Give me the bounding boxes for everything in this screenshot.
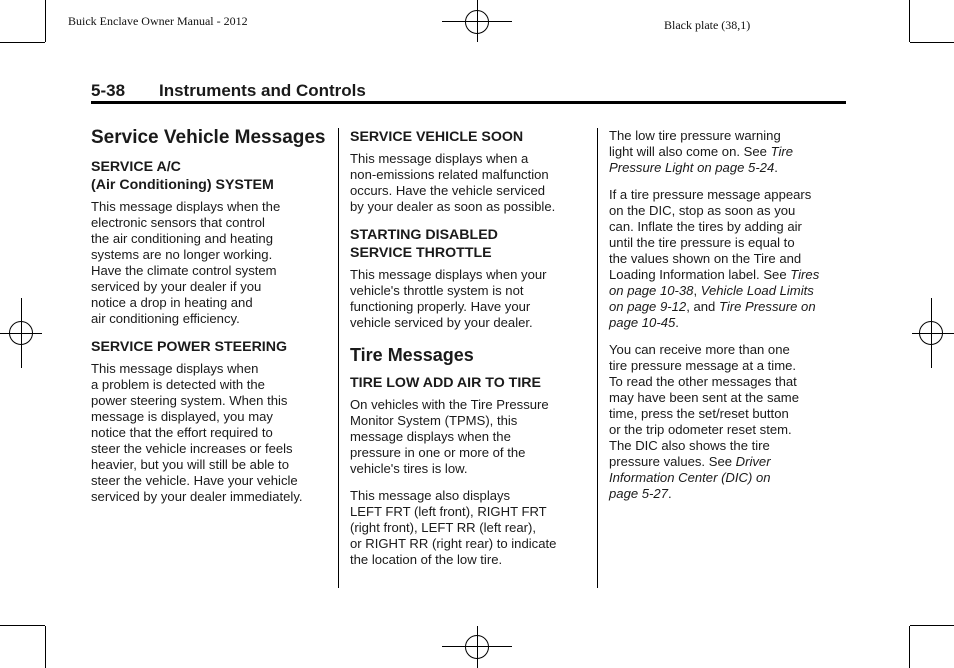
manual-title-header: Buick Enclave Owner Manual - 2012 (68, 14, 248, 28)
service-vehicle-soon-heading: SERVICE VEHICLE SOON (350, 129, 524, 145)
column-2 (350, 128, 586, 579)
starting-disabled-text: This message displays when your vehicle's throttle system is not functioning properly. Have your vehicle serviced by your dealer. (350, 267, 547, 330)
tire-low-text: On vehicles with the Tire Pressure Monitor System (TPMS), this message displays when the pressure in one or more of the vehicle's tires is low. (350, 397, 549, 476)
service-ac-heading: SERVICE A/C (Air Conditioning) SYSTEM (91, 159, 274, 193)
column-3 (609, 128, 845, 513)
inflate-tires-paragraph: If a tire pressure message appears on the DIC, stop as soon as you can. Inflate the tires by adding air until the tire pressure is equal to the values shown on the Tire and Loading Information label. See Tires on page 10-38, Vehicle Load Limits on page 9-12, and Tire Pressure on page 10-45. (609, 187, 820, 330)
multiple-messages-paragraph: You can receive more than one tire pressure message at a time. To read the other messages that may have been sent at the same time, press the set/reset button or the trip odometer reset stem. The DIC also shows the tire pressure values. See Driver Information Center (DIC) on page 5-27. (609, 342, 799, 501)
service-vehicle-messages-title: Service Vehicle Messages (91, 127, 326, 148)
crop-mark (909, 626, 910, 668)
crop-mark (910, 42, 954, 43)
column-divider (338, 128, 339, 588)
service-power-steering-heading: SERVICE POWER STEERING (91, 339, 288, 355)
tire-low-heading: TIRE LOW ADD AIR TO TIRE (350, 375, 541, 391)
warning-light-paragraph: The low tire pressure warning light will also come on. See Tire Pressure Light on page 5-24. (609, 128, 794, 175)
vehicle-load-limits-link[interactable]: Vehicle Load Limits on page 9-12 (609, 283, 814, 314)
crop-mark (0, 625, 45, 626)
starting-disabled-heading: STARTING DISABLED SERVICE THROTTLE (350, 227, 498, 261)
tire-pressure-light-link[interactable]: Tire Pressure Light on page 5-24 (609, 144, 794, 175)
driver-information-center-link[interactable]: Driver Information Center (DIC) on page 5-27 (609, 454, 771, 501)
tire-pressure-link[interactable]: Tire Pressure on page 10-45 (609, 299, 816, 330)
crop-mark (45, 626, 46, 668)
tire-messages-title: Tire Messages (350, 345, 474, 365)
service-ac-text: This message displays when the electronic sensors that control the air conditioning and heating systems are no longer working. Have the climate control system serviced by your dealer if you notice a drop in heating and air conditioning efficiency. (91, 199, 281, 326)
crop-mark (0, 42, 45, 43)
tires-link[interactable]: Tires on page 10-38 (609, 267, 820, 298)
column-divider (597, 128, 598, 588)
page-number: 5-38 (91, 81, 126, 100)
crop-mark (45, 0, 46, 42)
section-heading (91, 81, 846, 101)
plate-label: Black plate (38,1) (664, 18, 751, 32)
section-title: Instruments and Controls (159, 81, 366, 100)
service-power-steering-text: This message displays when a problem is detected with the power steering system. When this message is displayed, you may notice that the effort required to steer the vehicle increases or feels heavier, but you will still be able to steer the vehicle. Have your vehicle serviced by your dealer immediately. (91, 361, 303, 504)
crop-mark (910, 625, 954, 626)
service-vehicle-soon-text: This message displays when a non-emissions related malfunction occurs. Have the vehicle serviced by your dealer as soon as possible. (350, 151, 556, 214)
crop-mark (909, 0, 910, 42)
tire-location-text: This message also displays LEFT FRT (left front), RIGHT FRT (right front), LEFT RR (left rear), or RIGHT RR (right rear) to indicate the location of the low tire. (350, 488, 557, 567)
column-1 (91, 128, 331, 516)
section-rule (91, 101, 846, 104)
